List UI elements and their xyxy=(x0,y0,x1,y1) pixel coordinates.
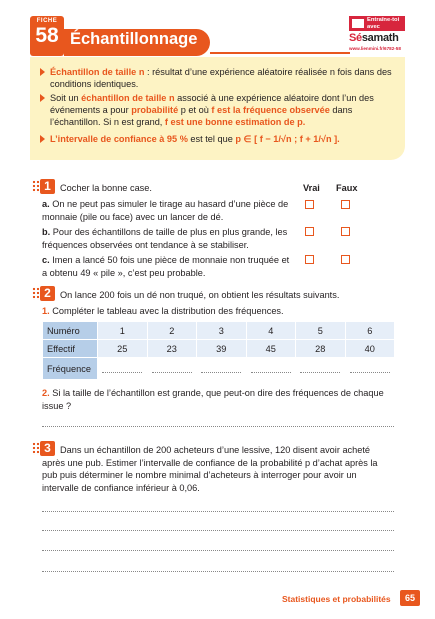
table-cell: 39 xyxy=(197,340,247,358)
estimation-item: Soit un échantillon de taille n associé à une expérience aléatoire dont l’un des événements a pour probabilité p et où f est la fréquence observée dans l’échantillon. Si n est grand, f est une bonne estimation de p. xyxy=(50,92,400,128)
dots-icon xyxy=(32,287,40,300)
answer-line[interactable] xyxy=(42,426,394,427)
column-true: Vrai xyxy=(303,183,320,193)
definition-item: Échantillon de taille n : résultat d’une expérience aléatoire réalisée n fois dans des conditions identiques. xyxy=(50,66,400,90)
table-cell: 5 xyxy=(296,322,346,340)
page-title: Échantillonnage xyxy=(70,30,198,48)
header-divider xyxy=(210,52,350,54)
table-cell: 4 xyxy=(246,322,296,340)
row-label-numero: Numéro xyxy=(43,322,98,340)
table-cell: 28 xyxy=(296,340,346,358)
answer-line[interactable] xyxy=(42,511,394,512)
statement-c: c. Imen a lancé 50 fois une pièce de monnaie non truquée et a obtenu 49 « pile », c’est peu probable. xyxy=(42,255,290,278)
column-false: Faux xyxy=(336,183,358,193)
exercise-2-marker: 2 xyxy=(32,286,58,301)
footer-section: Statistiques et probabilités xyxy=(282,594,391,604)
checkbox-c-false[interactable] xyxy=(341,255,350,264)
row-label-effectif: Effectif xyxy=(43,340,98,358)
dots-icon xyxy=(32,180,40,193)
sesamath-banner xyxy=(349,16,405,31)
confidence-interval-item: L’intervalle de confiance à 95 % est tel que p ∈ [ f − 1/√n ; f + 1/√n ]. xyxy=(50,133,400,145)
table-cell: 6 xyxy=(345,322,395,340)
table-cell: 23 xyxy=(147,340,197,358)
table-cell: 45 xyxy=(246,340,296,358)
frequency-answer-3[interactable] xyxy=(197,358,247,380)
table-cell: 25 xyxy=(98,340,148,358)
fiche-badge xyxy=(30,16,64,56)
statement-a: a. On ne peut pas simuler le tirage au hasard d’une pièce de monnaie (pile ou face) avec un lancer de dé. xyxy=(42,199,289,222)
frequency-answer-5[interactable] xyxy=(296,358,346,380)
table-cell: 3 xyxy=(197,322,247,340)
fiche-label: FICHE xyxy=(36,18,58,24)
exercise-3-text: Dans un échantillon de 200 acheteurs d’une lessive, 120 disent avoir acheté après une pub. Estimer l’intervalle de confiance de la probabilité p d’achat après la pub puis déterminer le nombre minimal d’acheteurs à interroger pour avoir un intervalle de confiance inférieur à 0,06. xyxy=(42,445,378,493)
row-label-frequence: Fréquence xyxy=(43,358,98,380)
question-2-2: 2. Si la taille de l’échantillon est grande, que peut-on dire des fréquences de chaque issue ? xyxy=(42,388,384,411)
statement-b: b. Pour des échantillons de taille de plus en plus grande, les fréquences observées ont tendance à se stabiliser. xyxy=(42,227,288,250)
sesamath-link[interactable] xyxy=(349,16,405,56)
exercise-2-intro: On lance 200 fois un dé non truqué, on obtient les résultats suivants. xyxy=(60,290,340,300)
question-2-1: 1. Compléter le tableau avec la distribution des fréquences. xyxy=(42,306,284,316)
table-cell: 40 xyxy=(345,340,395,358)
sesamath-url[interactable]: www.lienmini.fr/6782-58 xyxy=(349,46,401,51)
checkbox-b-false[interactable] xyxy=(341,227,350,236)
frequency-answer-6[interactable] xyxy=(345,358,395,380)
table-cell: 2 xyxy=(147,322,197,340)
bullet-icon xyxy=(40,94,45,102)
checkbox-b-true[interactable] xyxy=(305,227,314,236)
checkbox-c-true[interactable] xyxy=(305,255,314,264)
exercise-1-marker: 1 xyxy=(32,179,58,194)
frequency-answer-2[interactable] xyxy=(147,358,197,380)
frequency-table xyxy=(42,321,395,380)
checkbox-a-true[interactable] xyxy=(305,200,314,209)
frequency-answer-4[interactable] xyxy=(246,358,296,380)
answer-line[interactable] xyxy=(42,550,394,551)
dots-icon xyxy=(32,442,40,455)
exercise-3-marker: 3 xyxy=(32,441,58,456)
checkbox-a-false[interactable] xyxy=(341,200,350,209)
fiche-number: 58 xyxy=(35,24,59,47)
bullet-icon xyxy=(40,135,45,143)
sesamath-top-text: Entraîne-toi avec xyxy=(367,17,400,30)
course-summary-box xyxy=(30,57,405,160)
sesamath-logo: Sésamath xyxy=(349,32,399,44)
bullet-icon xyxy=(40,68,45,76)
page-number: 65 xyxy=(400,590,420,606)
frequency-answer-1[interactable] xyxy=(98,358,148,380)
exercise-1-instruction: Cocher la bonne case. xyxy=(60,183,152,193)
table-row xyxy=(43,340,395,358)
screen-icon xyxy=(352,19,364,28)
answer-line[interactable] xyxy=(42,530,394,531)
table-cell: 1 xyxy=(98,322,148,340)
answer-line[interactable] xyxy=(42,571,394,572)
table-row xyxy=(43,322,395,340)
confidence-formula: p ∈ [ f − 1/√n ; f + 1/√n ]. xyxy=(235,134,340,144)
table-row xyxy=(43,358,395,380)
